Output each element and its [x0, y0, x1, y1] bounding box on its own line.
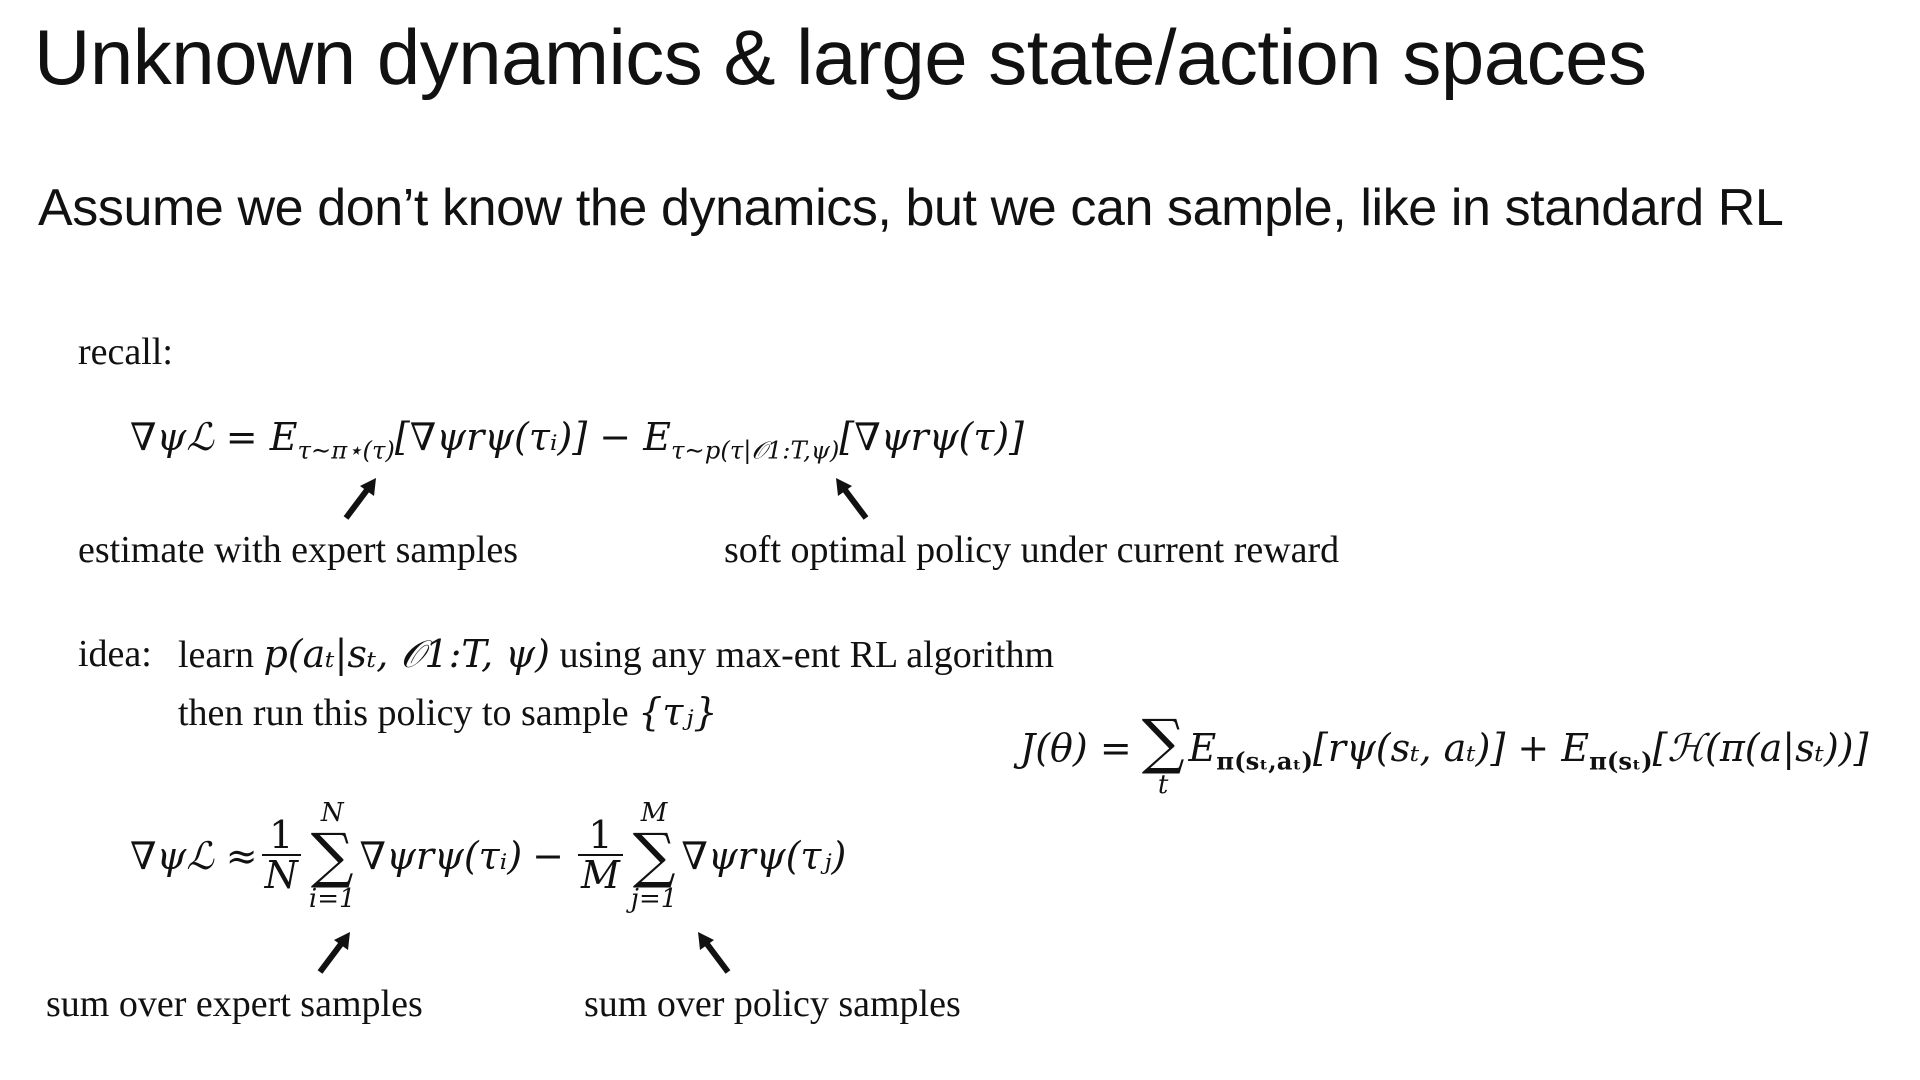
estimate-sum2-top: M [640, 798, 668, 828]
recall-eq-term2-sub: τ∼p(τ|𝒪1:T,ψ) [670, 435, 840, 465]
estimate-term1: ∇ψrψ(τᵢ) [359, 834, 523, 878]
recall-equation [130, 415, 1024, 465]
arrow-up-right-icon [314, 932, 354, 976]
idea-line1-suffix: using any max-ent RL algorithm [559, 634, 1055, 676]
slide-title: Unknown dynamics & large state/action spaces [34, 13, 1647, 101]
estimate-fraction-1 [262, 813, 301, 898]
arrow-up-right-icon [340, 478, 380, 522]
objective-term2-op: E [1561, 726, 1590, 770]
estimate-sum1-bottom: i=1 [308, 884, 356, 914]
estimate-frac2-den: M [578, 854, 623, 896]
objective-term1-op: E [1188, 726, 1217, 770]
estimate-sum2-bottom: j=1 [630, 884, 678, 914]
objective-sum-symbol: ∑ [1141, 707, 1185, 777]
estimate-sum1-symbol: ∑ [310, 821, 354, 891]
estimate-annotation-expert: sum over expert samples [46, 983, 423, 1025]
recall-eq-term2-body: [∇ψrψ(τ)] [839, 415, 1025, 459]
idea-line2-math: {τⱼ} [638, 690, 718, 734]
objective-lhs: J(θ) = [1020, 726, 1132, 770]
idea-line-1 [178, 632, 1054, 677]
estimate-term2: ∇ψrψ(τⱼ) [681, 834, 847, 878]
estimate-annotation-policy: sum over policy samples [584, 983, 961, 1025]
estimate-frac1-den: N [262, 854, 301, 896]
estimate-sum1-top: N [320, 798, 344, 828]
recall-eq-minus: − [599, 415, 632, 459]
idea-line1-math: p(aₜ|sₜ, 𝒪1:T, ψ) [263, 632, 550, 676]
objective-sum-sub: t [1157, 770, 1169, 800]
objective-term1-body: [rψ(sₜ, aₜ)] + [1313, 726, 1550, 770]
objective-term2-sub: π(sₜ) [1589, 746, 1653, 776]
estimate-lhs: ∇ψℒ ≈ [130, 834, 258, 878]
idea-line2-prefix: then run this policy to sample [178, 692, 629, 734]
idea-line-2 [178, 690, 718, 735]
arrow-up-left-icon [694, 932, 734, 976]
recall-label: recall: [78, 331, 173, 373]
recall-eq-term2-op: E [643, 415, 671, 459]
estimate-fraction-2 [578, 813, 623, 898]
slide-subtitle: Assume we don’t know the dynamics, but we can sample, like in standard RL [38, 179, 1784, 237]
objective-sum [1141, 707, 1185, 800]
estimate-sum2-symbol: ∑ [632, 821, 676, 891]
arrow-up-left-icon [832, 478, 872, 522]
objective-term2-body: [ℋ(π(a|sₜ))] [1652, 726, 1869, 770]
recall-eq-lhs: ∇ψℒ = [130, 415, 258, 459]
idea-line1-prefix: learn [178, 634, 254, 676]
recall-annotation-soft-optimal: soft optimal policy under current reward [724, 529, 1340, 571]
estimate-frac1-num: 1 [269, 813, 294, 858]
objective-equation [1020, 707, 1869, 800]
objective-term1-sub: π(sₜ,aₜ) [1216, 746, 1314, 776]
recall-annotation-expert: estimate with expert samples [78, 529, 519, 571]
recall-eq-term1-body: [∇ψrψ(τᵢ)] [394, 415, 588, 459]
recall-eq-term1-sub: τ∼π⋆(τ) [297, 435, 395, 465]
estimate-minus: − [532, 834, 564, 878]
recall-eq-term1-op: E [269, 415, 298, 459]
estimate-frac2-num: 1 [588, 813, 613, 858]
idea-label: idea: [78, 633, 152, 675]
estimate-sum-1 [309, 800, 356, 912]
estimate-equation [130, 800, 846, 912]
estimate-sum-2 [631, 800, 677, 912]
